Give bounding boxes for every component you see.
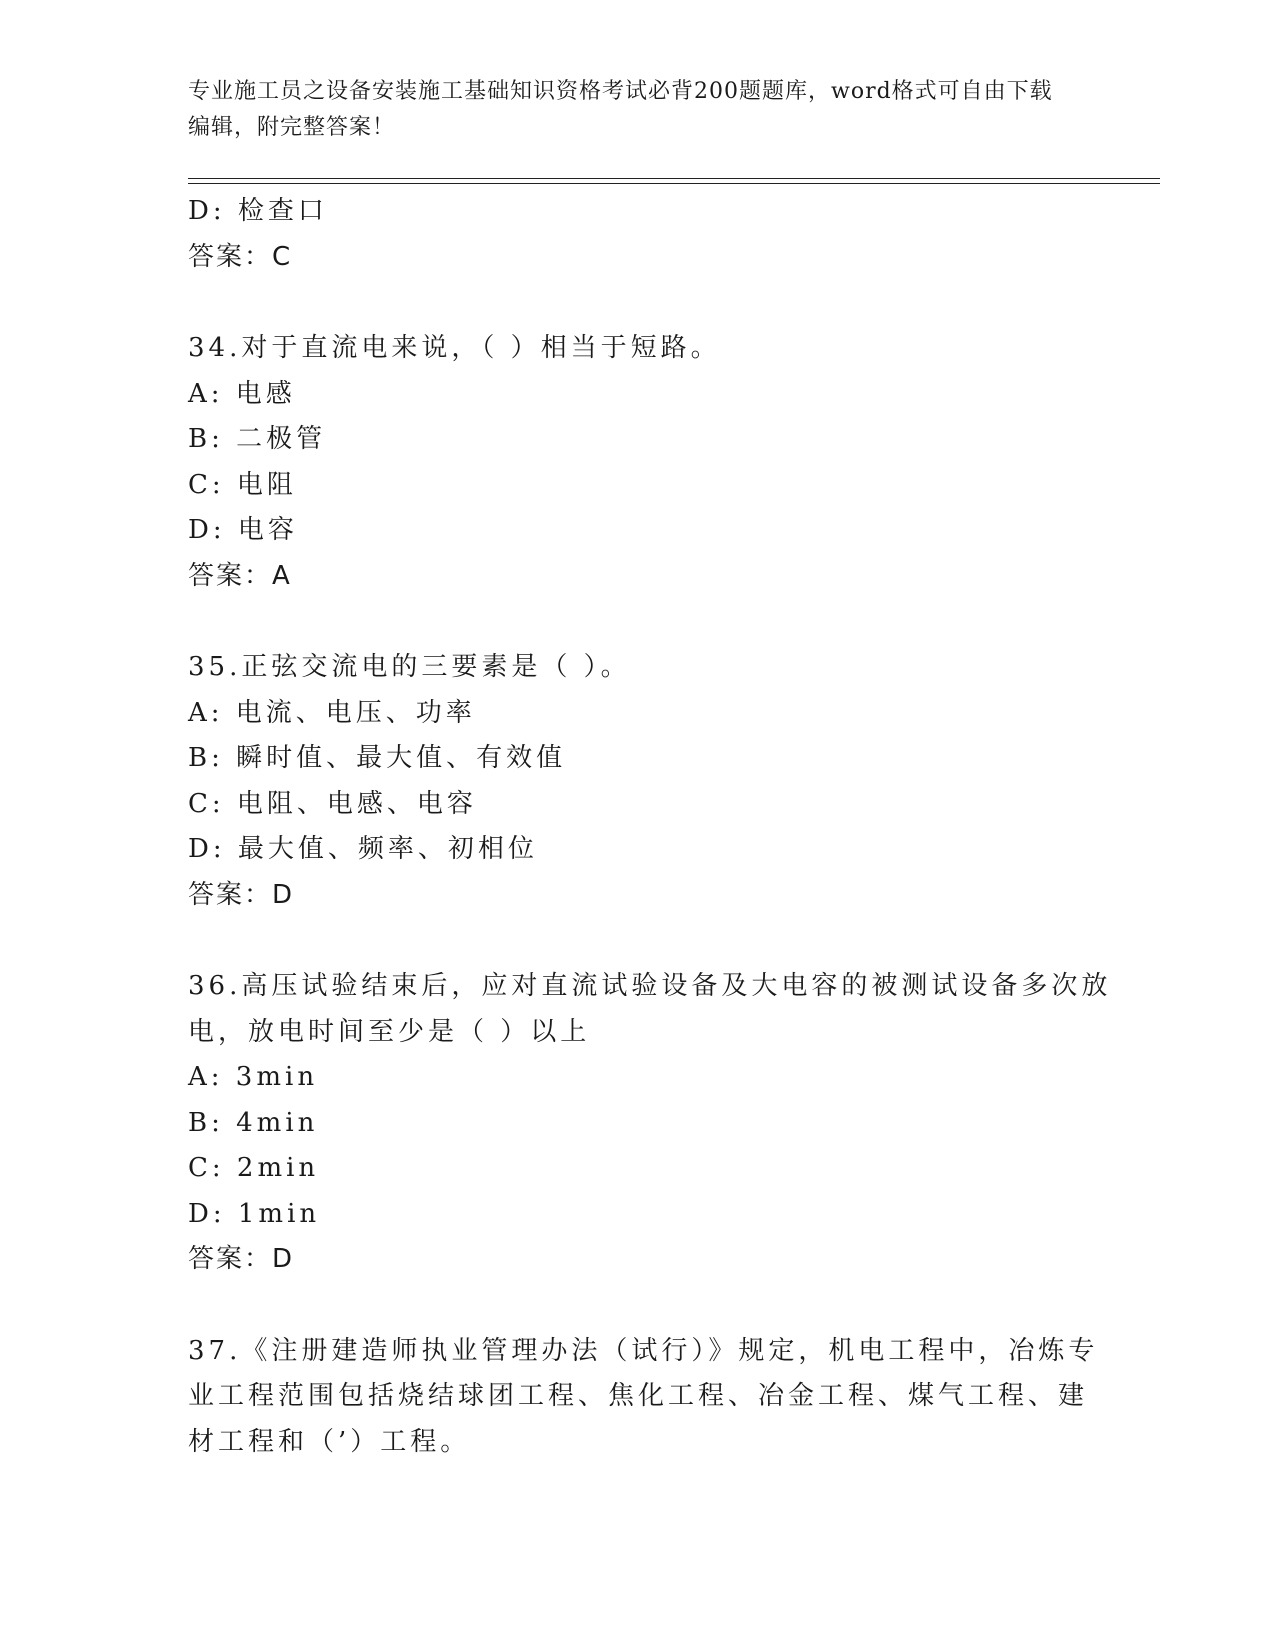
option-c: C: 电阻: [188, 469, 297, 500]
option-b: B: 二极管: [188, 424, 327, 454]
option-a: A: 电流、电压、功率: [188, 697, 476, 728]
question-34: [188, 326, 1088, 599]
answer: 答案：C: [188, 241, 293, 272]
document-body: [188, 189, 1112, 1465]
answer: 答案：D: [188, 879, 295, 910]
option-b: B: 瞬时值、最大值、有效值: [188, 743, 567, 773]
header-divider: [188, 178, 1160, 184]
option-a: A: 电感: [188, 378, 296, 409]
question-36: [188, 964, 1112, 1283]
option-d: D: 1min: [188, 1198, 321, 1229]
option-d: D: 检查口: [188, 196, 328, 226]
question-37: [188, 1329, 1099, 1466]
question-text-line-2: 电，放电时间至少是（ ）以上: [188, 1016, 591, 1047]
question-text-line-2: 业工程范围包括烧结球团工程、焦化工程、冶金工程、煤气工程、建: [188, 1381, 1089, 1411]
question-35: [188, 645, 1088, 918]
option-d: D: 最大值、频率、初相位: [188, 834, 538, 864]
question-text-line-1: 36.高压试验结束后，应对直流试验设备及大电容的被测试设备多次放: [188, 971, 1112, 1001]
question-text-line-3: 材工程和（’）工程。: [188, 1426, 471, 1457]
question-text-line-1: 37.《注册建造师执业管理办法（试行）》规定，机电工程中，冶炼专: [188, 1335, 1099, 1366]
answer: 答案：D: [188, 1244, 295, 1274]
option-a: A: 3min: [188, 1062, 319, 1092]
question-text: 34.对于直流电来说，（ ）相当于短路。: [188, 333, 721, 363]
question-text: 35.正弦交流电的三要素是（ ）。: [188, 652, 631, 682]
option-b: B: 4min: [188, 1107, 319, 1138]
option-c: C: 2min: [188, 1153, 320, 1183]
page-header: 专业施工员之设备安装施工基础知识资格考试必背200题题库，word格式可自由下载编辑，附完整答案！: [188, 79, 1053, 140]
option-d: D: 电容: [188, 515, 298, 545]
option-c: C: 电阻、电感、电容: [188, 788, 477, 819]
answer: 答案：A: [188, 560, 292, 591]
